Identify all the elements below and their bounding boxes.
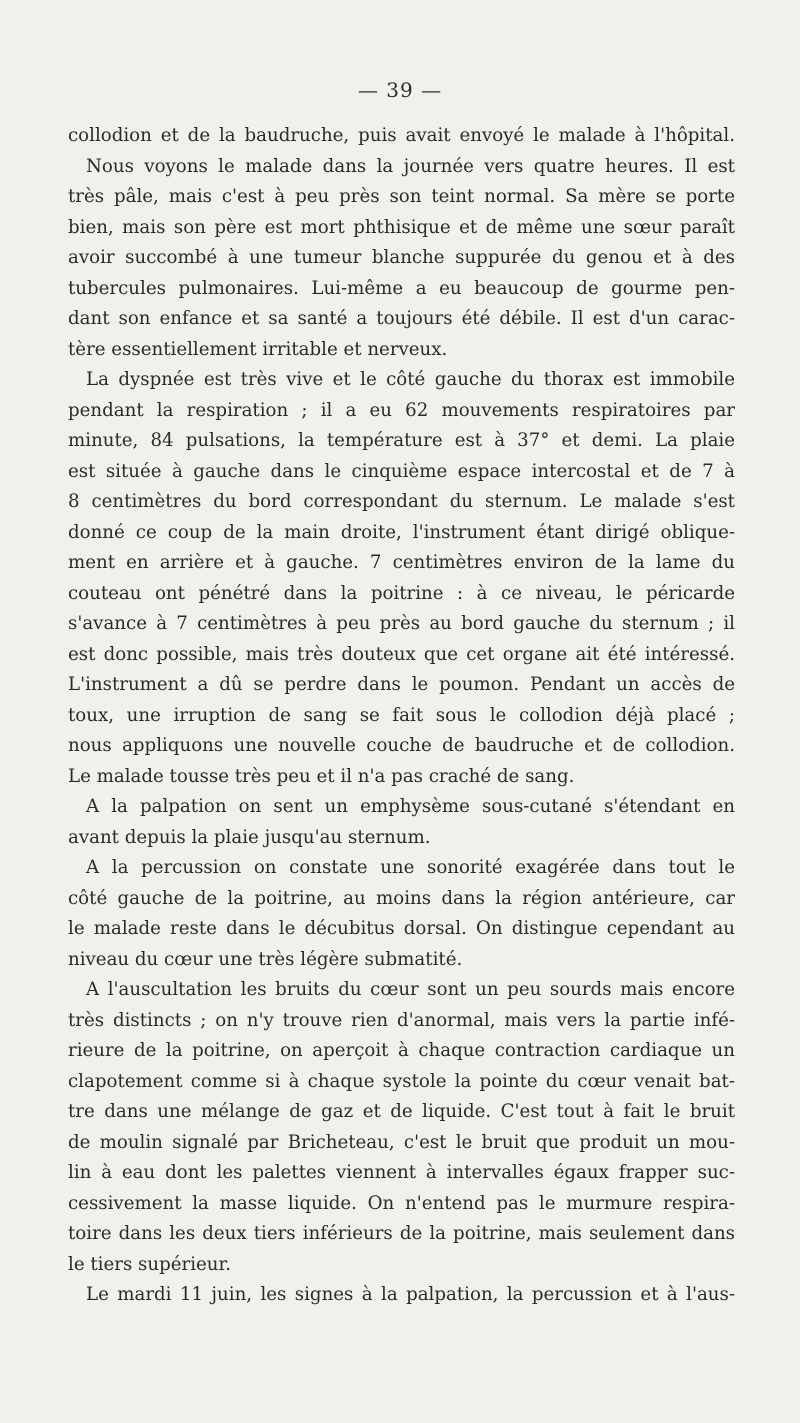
text-line: Nous voyons le malade dans la journée vers quatre heures. Il est [86,155,735,177]
text-line: côté gauche de la poitrine, au moins dans la région antérieure, car [68,887,735,909]
text-line: ment en arrière et à gauche. 7 centimètres environ de la lame du [68,552,735,573]
text-line: avoir succombé à une tumeur blanche suppurée du genou et à des [68,247,735,268]
text-line: tre dans une mélange de gaz et de liquide. C'est tout à fait le bruit [68,1101,735,1122]
text-line: La dyspnée est très vive et le côté gauche du thorax est immobile [86,369,735,390]
text-line: donné ce coup de la main droite, l'instrument étant dirigé oblique- [68,521,735,543]
text-line: est située à gauche dans le cinquième espace intercostal et de 7 à [68,460,735,482]
text-line: Le malade tousse très peu et il n'a pas craché de sang. [68,765,575,787]
text-line: Le mardi 11 juin, les signes à la palpation, la percussion et à l'aus- [86,1284,735,1305]
text-line: A l'auscultation les bruits du cœur sont un peu sourds mais encore [86,979,735,1000]
text-line: pendant la respiration ; il a eu 62 mouvements respiratoires par [68,399,735,421]
text-line: clapotement comme si à chaque systole la pointe du cœur venait bat- [68,1070,735,1092]
text-line: 8 centimètres du bord correspondant du sternum. Le malade s'est [68,491,735,512]
text-line: est donc possible, mais très douteux que cet organe ait été intéressé. [68,643,735,665]
page-number: — 39 — [357,78,443,102]
text-line: tère essentiellement irritable et nerveux. [68,338,448,360]
text-line: tubercules pulmonaires. Lui-même a eu beaucoup de gourme pen- [68,277,735,299]
text-line: de moulin signalé par Bricheteau, c'est le bruit que produit un mou- [68,1131,735,1153]
text-line: le tiers supérieur. [68,1253,231,1275]
text-line: s'avance à 7 centimètres à peu près au bord gauche du sternum ; il [68,613,735,634]
text-line: lin à eau dont les palettes viennent à intervalles égaux frapper suc- [68,1162,735,1183]
text-line: cessivement la masse liquide. On n'entend pas le murmure respira- [68,1192,735,1214]
text-line: niveau du cœur une très légère submatité. [68,948,463,970]
text-line: bien, mais son père est mort phthisique et de même une sœur paraît [68,216,735,238]
text-line: toire dans les deux tiers inférieurs de la poitrine, mais seulement dans [68,1223,735,1244]
text-line: très pâle, mais c'est à peu près son teint normal. Sa mère se porte [68,186,735,207]
text-line: A la percussion on constate une sonorité exagérée dans tout le [86,857,735,878]
text-line: nous appliquons une nouvelle couche de baudruche et de collodion. [68,735,735,756]
text-line: le malade reste dans le décubitus dorsal. On distingue cependant au [68,918,735,939]
text-line: couteau ont pénétré dans la poitrine : à ce niveau, le péricarde [68,582,735,604]
text-line: A la palpation on sent un emphysème sous-cutané s'étendant en [86,796,735,817]
text-line: toux, une irruption de sang se fait sous le collodion déjà placé ; [68,704,735,726]
body-text [68,121,735,1311]
text-line: très distincts ; on n'y trouve rien d'anormal, mais vers la partie infé- [68,1009,735,1031]
text-line: collodion et de la baudruche, puis avait envoyé le malade à l'hôpital. [68,125,735,146]
text-line: minute, 84 pulsations, la température est à 37° et demi. La plaie [68,430,735,451]
text-line: L'instrument a dû se perdre dans le poumon. Pendant un accès de [68,674,735,695]
text-line: avant depuis la plaie jusqu'au sternum. [68,826,431,848]
text-line: dant son enfance et sa santé a toujours été débile. Il est d'un carac- [68,308,735,329]
text-line: rieure de la poitrine, on aperçoit à chaque contraction cardiaque un [68,1040,735,1061]
